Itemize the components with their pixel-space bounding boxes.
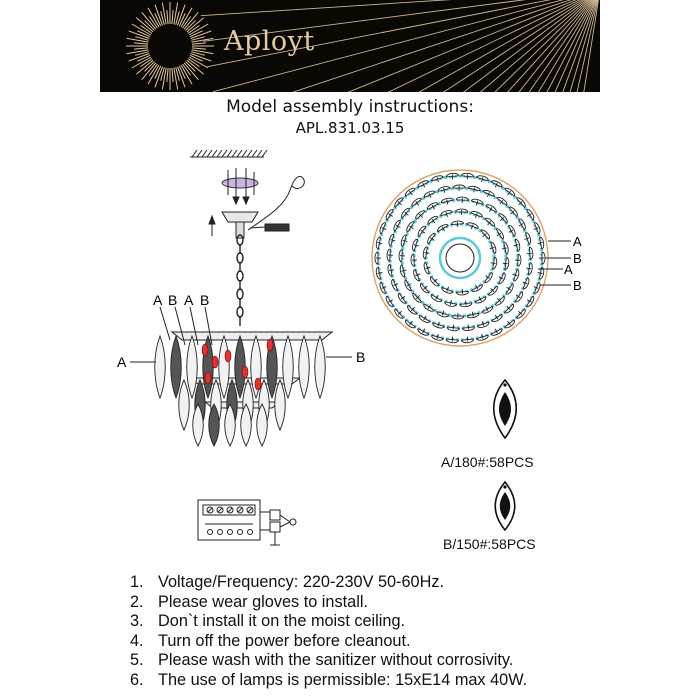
right-label: B <box>356 349 366 365</box>
list-text: Voltage/Frequency: 220-230V 50-60Hz. <box>158 573 445 591</box>
list-item <box>130 573 527 593</box>
instructions-list <box>130 573 527 690</box>
crystal-pendant-a-icon <box>494 380 517 438</box>
ceiling-mount-icon <box>190 150 304 238</box>
list-item <box>130 632 527 652</box>
ring-label-1: A <box>573 234 582 249</box>
chain <box>237 235 243 326</box>
list-number: 6. <box>130 670 144 689</box>
left-label: A <box>117 354 127 370</box>
side-label-4: B <box>200 292 210 308</box>
brand-name: Aployt <box>224 26 315 57</box>
list-number: 2. <box>130 592 144 611</box>
list-number: 1. <box>130 573 144 591</box>
ring-top-view <box>372 170 548 346</box>
side-label-3: A <box>184 292 194 308</box>
list-item <box>130 593 527 613</box>
part-b-code: B/150#:58PCS <box>443 536 536 552</box>
crystal-pendant-b-icon <box>495 482 515 530</box>
list-number: 5. <box>130 651 144 669</box>
list-item <box>130 651 527 671</box>
ring-label-4: B <box>573 278 582 293</box>
list-text: Please wash with the sanitizer without corrosivity. <box>158 651 514 669</box>
list-text: Don`t install it on the moist ceiling. <box>158 612 406 630</box>
list-number: 4. <box>130 631 144 650</box>
side-label-1: A <box>153 292 163 308</box>
side-label-2: B <box>168 292 178 308</box>
list-text: Please wear gloves to install. <box>158 592 368 611</box>
chandelier-body <box>155 332 332 446</box>
ring-label-2: B <box>573 251 582 266</box>
terminal-block-icon <box>198 500 296 545</box>
ring-label-3: A <box>564 262 573 277</box>
part-a-code: A/180#:58PCS <box>441 454 534 470</box>
list-text: Turn off the power before cleanout. <box>158 631 411 650</box>
list-item <box>130 612 527 632</box>
list-item <box>130 671 527 691</box>
list-number: 3. <box>130 612 144 630</box>
model-number: APL.831.03.15 <box>295 119 405 137</box>
page-title: Model assembly instructions: <box>226 97 474 117</box>
list-text: The use of lamps is permissible: 15xE14 max 40W. <box>158 670 528 689</box>
